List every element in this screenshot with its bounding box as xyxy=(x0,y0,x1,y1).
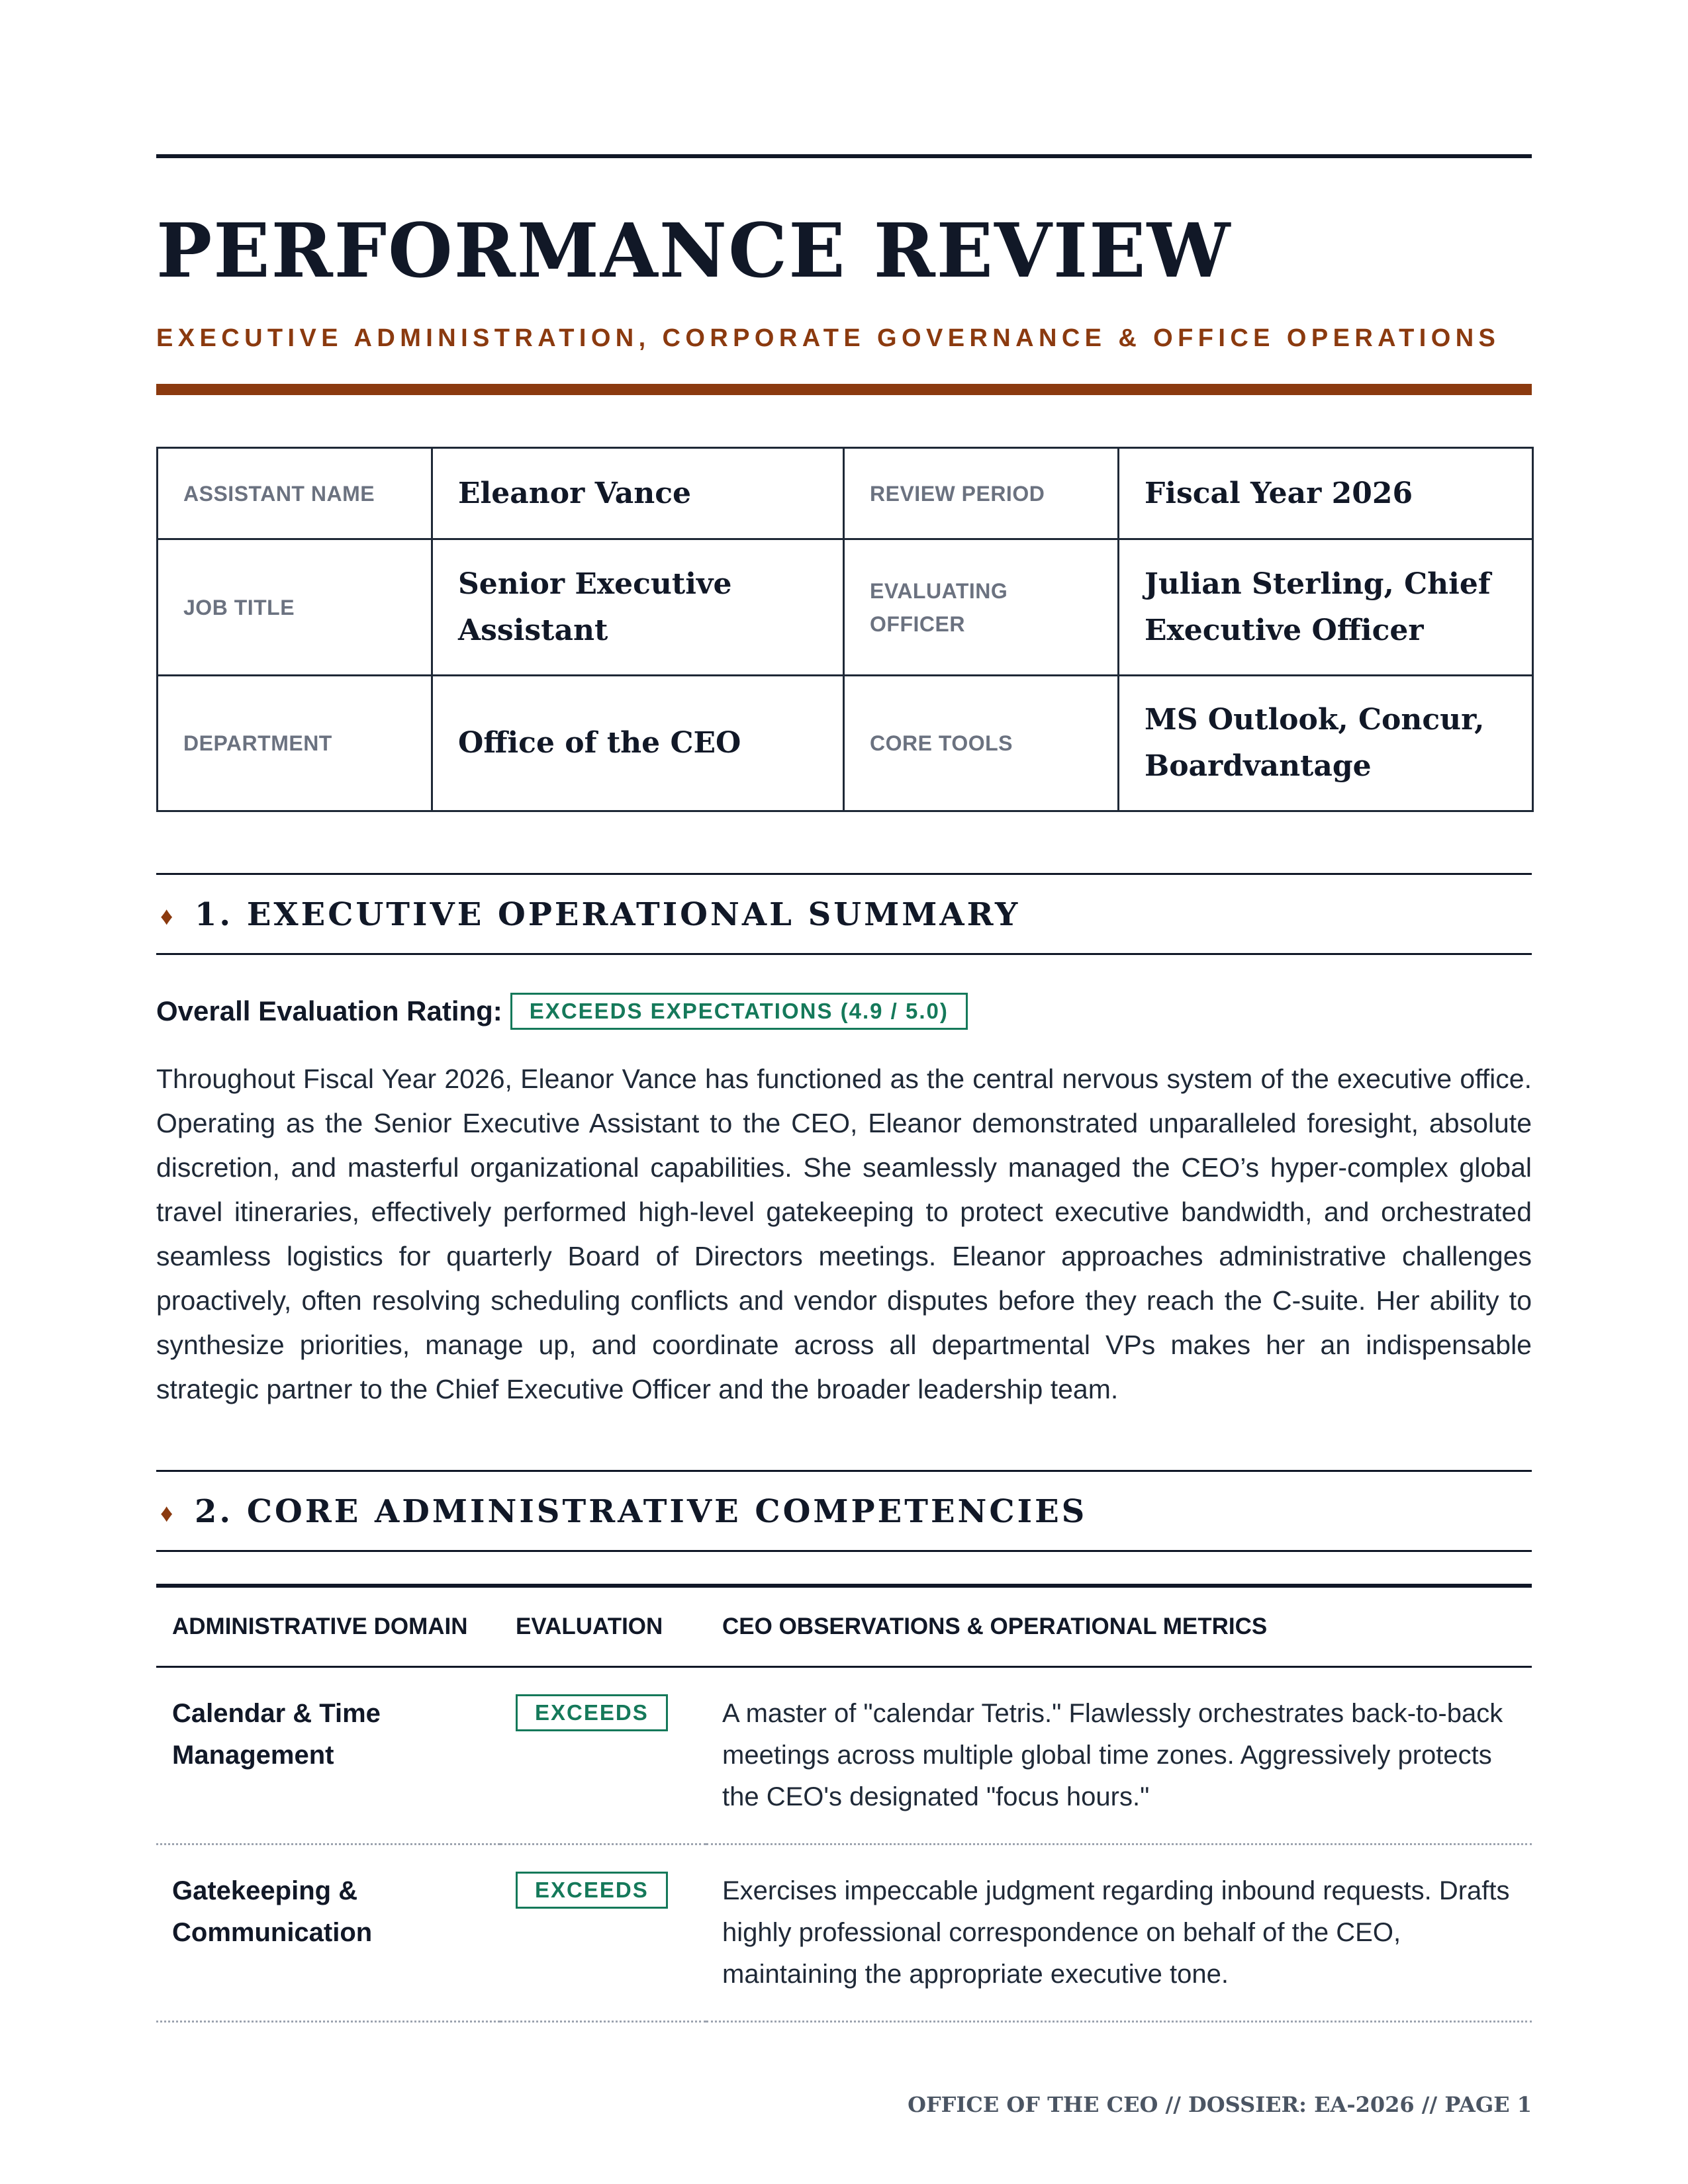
column-header-evaluation: EVALUATION xyxy=(500,1586,706,1666)
evaluating-officer-label-cell xyxy=(844,539,1119,676)
assistant-name-label-cell xyxy=(158,448,432,539)
diamond-icon: ♦ xyxy=(160,903,173,931)
section-1-header xyxy=(156,873,1532,955)
assistant-name-cell xyxy=(432,448,844,539)
rating-badge: EXCEEDS EXPECTATIONS (4.9 / 5.0) xyxy=(510,993,968,1030)
evaluating-officer-cell xyxy=(1119,539,1533,676)
column-header-domain: ADMINISTRATIVE DOMAIN xyxy=(156,1586,500,1666)
section-1-title: 1. EXECUTIVE OPERATIONAL SUMMARY xyxy=(195,896,1021,933)
table-header-row xyxy=(156,1586,1532,1666)
column-header-observations: CEO OBSERVATIONS & OPERATIONAL METRICS xyxy=(706,1586,1532,1666)
core-tools-label: CORE TOOLS xyxy=(870,731,1013,755)
observation-text: A master of "calendar Tetris." Flawlessly orchestrates back-to-back meetings across multiple global time zones. Aggressively protects the CEO's designated "focus hours." xyxy=(722,1698,1503,1811)
department-value: Office of the CEO xyxy=(458,726,741,760)
observation-cell xyxy=(706,1844,1532,2021)
department-label-cell xyxy=(158,676,432,811)
domain-name: Calendar & Time Management xyxy=(172,1698,381,1770)
page-footer: OFFICE OF THE CEO // DOSSIER: EA-2026 // PAGE 1 xyxy=(908,2092,1532,2117)
review-period-cell xyxy=(1119,448,1533,539)
document-subtitle: EXECUTIVE ADMINISTRATION, CORPORATE GOVERNANCE & OFFICE OPERATIONS xyxy=(156,324,1501,352)
evaluation-badge: EXCEEDS xyxy=(516,1694,668,1731)
section-2-header xyxy=(156,1470,1532,1552)
competencies-table xyxy=(156,1584,1532,2023)
rating-label: Overall Evaluation Rating: xyxy=(156,995,502,1026)
table-row xyxy=(156,1844,1532,2021)
top-rule xyxy=(156,154,1532,158)
evaluating-officer-label: EVALUATING OFFICER xyxy=(870,578,1008,636)
review-period-value: Fiscal Year 2026 xyxy=(1145,476,1413,510)
accent-rule xyxy=(156,384,1532,395)
domain-name: Gatekeeping & Communication xyxy=(172,1876,373,1947)
job-title-value: Senior Executive Assistant xyxy=(458,567,732,647)
info-row xyxy=(158,448,1533,539)
table-row xyxy=(156,1666,1532,1844)
observation-cell xyxy=(706,1666,1532,1844)
evaluation-badge: EXCEEDS xyxy=(516,1872,668,1909)
evaluating-officer-value: Julian Sterling, Chief Executive Officer xyxy=(1145,567,1491,647)
department-label: DEPARTMENT xyxy=(183,731,332,755)
observation-text: Exercises impeccable judgment regarding inbound requests. Drafts highly professional correspondence on behalf of the CEO, maintaining the appropriate executive tone. xyxy=(722,1876,1510,1989)
core-tools-value: MS Outlook, Concur, Boardvantage xyxy=(1145,703,1485,783)
info-row xyxy=(158,539,1533,676)
document-title: PERFORMANCE REVIEW xyxy=(156,208,1232,295)
job-title-label-cell xyxy=(158,539,432,676)
domain-cell xyxy=(156,1844,500,2021)
info-row xyxy=(158,676,1533,811)
document-page xyxy=(156,0,1532,2184)
review-period-label-cell xyxy=(844,448,1119,539)
evaluation-cell xyxy=(500,1666,706,1844)
overall-rating xyxy=(156,991,968,1031)
diamond-icon: ♦ xyxy=(160,1500,173,1527)
core-tools-cell xyxy=(1119,676,1533,811)
core-tools-label-cell xyxy=(844,676,1119,811)
summary-paragraph: Throughout Fiscal Year 2026, Eleanor Vance has functioned as the central nervous system of the executive office. Operating as the Senior Executive Assistant to the CEO, Eleanor demonstrated unparalleled foresight, absolute discretion, and masterful organizational capabilities. She seamlessly managed the CEO’s hyper-complex global travel itineraries, effectively performed high-level gatekeeping to protect executive bandwidth, and orchestrated seamless logistics for quarterly Board of Directors meetings. Eleanor approaches administrative challenges proactively, often resolving scheduling conflicts and vendor disputes before they reach the C-suite. Her ability to synthesize priorities, manage up, and coordinate across all departmental VPs makes her an indispensable strategic partner to the Chief Executive Officer and the broader leadership team. xyxy=(156,1064,1532,1404)
section-2-title: 2. CORE ADMINISTRATIVE COMPETENCIES xyxy=(195,1493,1088,1530)
evaluation-cell xyxy=(500,1844,706,2021)
assistant-name-label: ASSISTANT NAME xyxy=(183,481,375,506)
review-period-label: REVIEW PERIOD xyxy=(870,481,1045,506)
department-cell xyxy=(432,676,844,811)
job-title-cell xyxy=(432,539,844,676)
employee-info-table xyxy=(156,447,1534,812)
assistant-name-value: Eleanor Vance xyxy=(458,476,691,510)
job-title-label: JOB TITLE xyxy=(183,595,295,619)
domain-cell xyxy=(156,1666,500,1844)
